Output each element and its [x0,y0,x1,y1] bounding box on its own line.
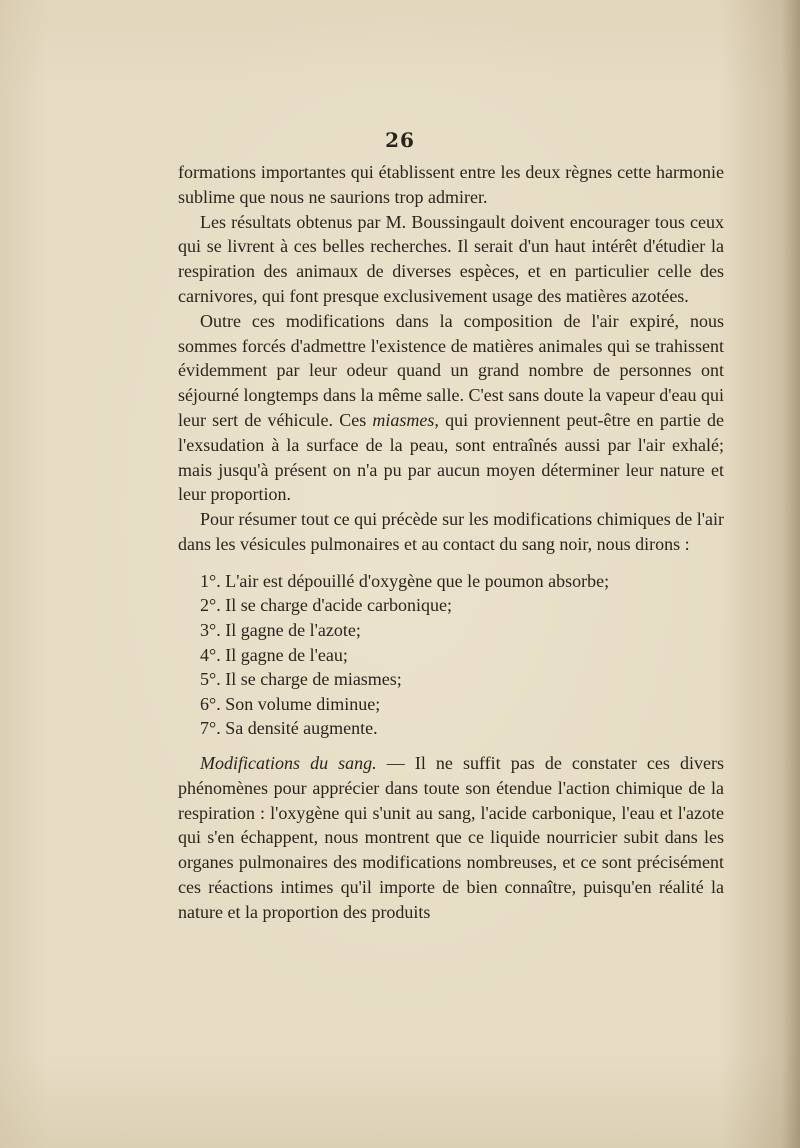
section-title: Modifications du sang. [200,752,377,773]
paragraph-boussingault: Les résultats obtenus par M. Boussingault doivent encourager tous ceux qui se livrent à ces belles recherches. Il serait d'un haut intérêt d'étudier la respiration des animaux de diverses espèces, et en particulier celle des carnivores, qui font presque exclusivement usage des matières azotées. [178,211,724,306]
section-modifications-du-sang [178,751,724,925]
summary-list [178,569,724,741]
paragraph-continuation: formations importantes qui établissent entre les deux règnes cette harmonie sublime que nous ne saurions trop admirer. [178,162,724,207]
section-body: — Il ne suffit pas de constater ces divers phénomènes pour apprécier dans toute son étendue l'action chimique de la respiration : l'oxygène qui s'unit au sang, l'acide carbonique, l'eau et l'azote qui s'en échappent, nous montrent que ce liquide nourricier subit dans les organes pulmonaires des modifications nombreuses, et ce sont précisément ces réactions intimes qu'il importe de bien connaître, puisqu'en réalité la nature et la proportion des produits [178,752,724,922]
list-item: 2°. Il se charge d'acide carbonique; [200,595,452,616]
term-miasmes: miasmes, [372,409,439,430]
list-item: 7°. Sa densité augmente. [200,718,378,739]
page-edge-shadow [782,0,800,1148]
list-item: 5°. Il se charge de miasmes; [200,669,402,690]
list-item: 3°. Il gagne de l'azote; [200,619,361,640]
list-item: 6°. Son volume diminue; [200,693,381,714]
paragraph-miasmes [178,309,724,507]
paragraph-miasmes-part-2: qui proviennent peut-être en partie de l'exsudation à la surface de la peau, sont entraînés aussi par l'air exhalé; mais jusqu'à présent on n'a pu par aucun moyen déterminer leur nature et leur proportion. [178,409,724,505]
paragraph-summary-intro: Pour résumer tout ce qui précède sur les modifications chimiques de l'air dans les vésicules pulmonaires et au contact du sang noir, nous dirons : [178,509,724,554]
body-text [178,160,724,924]
list-item: 4°. Il gagne de l'eau; [200,644,348,665]
page-number: 26 [385,128,415,152]
paragraph-miasmes-part-1: Outre ces modifications dans la composition de l'air expiré, nous sommes forcés d'admettre l'existence de matières animales qui se trahissent évidemment par leur odeur quand un grand nombre de personnes ont séjourné longtemps dans la même salle. C'est sans doute la vapeur d'eau qui leur sert de véhicule. Ces [178,310,724,430]
list-item: 1°. L'air est dépouillé d'oxygène que le poumon absorbe; [200,570,610,591]
